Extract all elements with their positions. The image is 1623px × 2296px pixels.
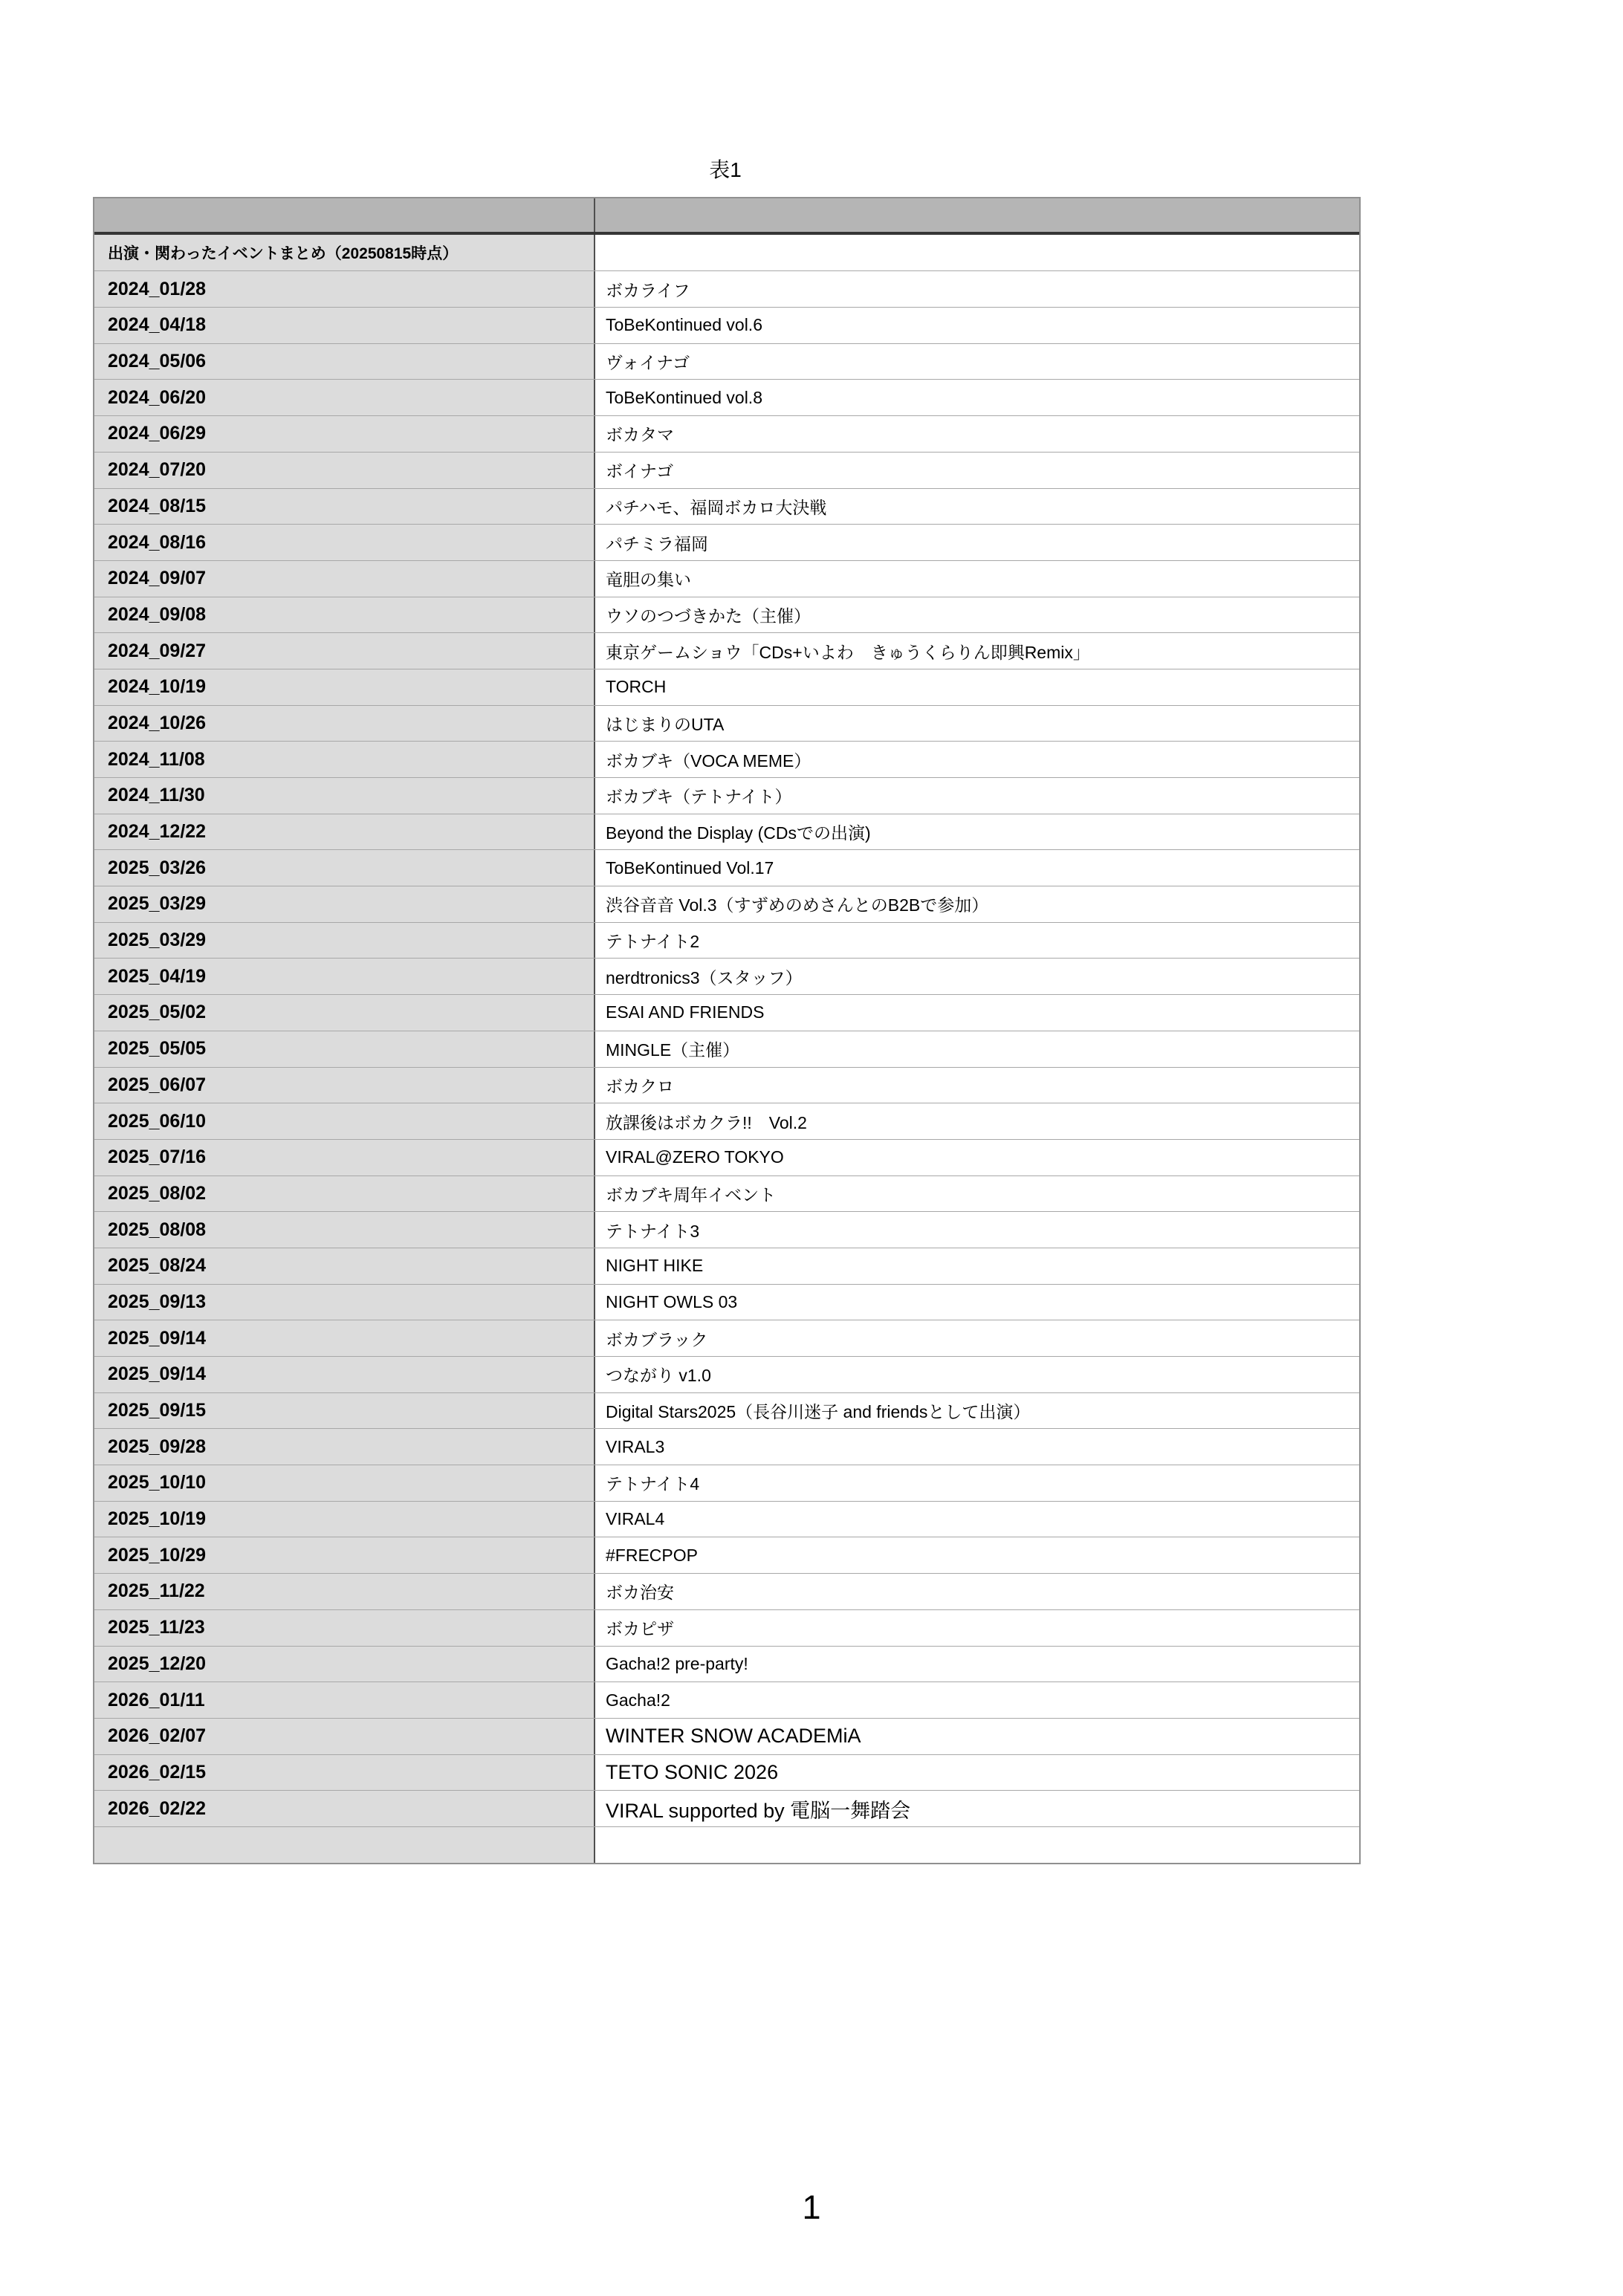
table-row <box>94 632 1359 669</box>
event-cell: MINGLE（主催） <box>595 1031 1359 1067</box>
table-row <box>94 1718 1359 1754</box>
table-row <box>94 705 1359 742</box>
table-subheader-row <box>94 235 1359 271</box>
event-cell: Gacha!2 pre-party! <box>595 1647 1359 1682</box>
event-cell: ボカブキ（VOCA MEME） <box>595 742 1359 777</box>
date-cell: 2025_05/05 <box>94 1031 595 1067</box>
table-row <box>94 1139 1359 1175</box>
table-row <box>94 1103 1359 1139</box>
event-cell: VIRAL@ZERO TOKYO <box>595 1140 1359 1175</box>
event-cell: ボイナゴ <box>595 453 1359 488</box>
table-row <box>94 814 1359 850</box>
date-cell: 2025_08/24 <box>94 1248 595 1284</box>
event-cell: ボカブキ（テトナイト） <box>595 778 1359 814</box>
table-row <box>94 307 1359 343</box>
event-cell: ボカライフ <box>595 271 1359 307</box>
empty-date-cell <box>94 1827 595 1863</box>
table-row <box>94 488 1359 525</box>
event-cell: ヴォイナゴ <box>595 344 1359 380</box>
subheader-title-cell: 出演・関わったイベントまとめ（20250815時点） <box>94 235 595 271</box>
date-cell: 2024_11/08 <box>94 742 595 777</box>
event-cell: #FRECPOP <box>595 1537 1359 1573</box>
event-cell: NIGHT OWLS 03 <box>595 1285 1359 1320</box>
event-cell: Gacha!2 <box>595 1682 1359 1718</box>
table-row <box>94 524 1359 560</box>
event-cell: 渋谷音音 Vol.3（すずめのめさんとのB2Bで参加） <box>595 886 1359 922</box>
table-header-row <box>94 198 1359 235</box>
table-row <box>94 560 1359 597</box>
date-cell: 2025_11/23 <box>94 1610 595 1646</box>
event-cell: テトナイト2 <box>595 923 1359 959</box>
table-row <box>94 669 1359 705</box>
date-cell: 2024_09/08 <box>94 597 595 633</box>
date-cell: 2025_03/26 <box>94 850 595 886</box>
header-date-cell <box>94 198 595 232</box>
date-cell: 2025_09/14 <box>94 1357 595 1392</box>
date-cell: 2026_02/07 <box>94 1719 595 1754</box>
date-cell: 2025_12/20 <box>94 1647 595 1682</box>
event-cell: VIRAL4 <box>595 1502 1359 1537</box>
event-cell: ボカ治安 <box>595 1574 1359 1609</box>
event-cell: ESAI AND FRIENDS <box>595 995 1359 1031</box>
event-cell: 東京ゲームショウ「CDs+いよわ きゅうくらりん即興Remix」 <box>595 633 1359 669</box>
event-cell: ウソのつづきかた（主催） <box>595 597 1359 633</box>
date-cell: 2026_01/11 <box>94 1682 595 1718</box>
table-row <box>94 1356 1359 1392</box>
table-row <box>94 777 1359 814</box>
date-cell: 2024_10/26 <box>94 706 595 742</box>
event-cell: ToBeKontinued vol.8 <box>595 380 1359 415</box>
date-cell: 2025_10/19 <box>94 1502 595 1537</box>
date-cell: 2025_10/29 <box>94 1537 595 1573</box>
table-row <box>94 994 1359 1031</box>
event-cell: ボカブキ周年イベント <box>595 1176 1359 1212</box>
date-cell: 2024_08/16 <box>94 525 595 560</box>
date-cell: 2025_04/19 <box>94 959 595 994</box>
table-row <box>94 379 1359 415</box>
table-row <box>94 1320 1359 1356</box>
event-cell: ボカタマ <box>595 416 1359 452</box>
empty-event-cell <box>595 1827 1359 1863</box>
date-cell: 2024_07/20 <box>94 453 595 488</box>
date-cell: 2025_09/14 <box>94 1320 595 1356</box>
table-row <box>94 1573 1359 1609</box>
table-row <box>94 1754 1359 1791</box>
date-cell: 2025_10/10 <box>94 1465 595 1501</box>
event-cell: nerdtronics3（スタッフ） <box>595 959 1359 994</box>
date-cell: 2024_10/19 <box>94 669 595 705</box>
table-row <box>94 1248 1359 1284</box>
table-row <box>94 849 1359 886</box>
date-cell: 2025_06/07 <box>94 1068 595 1103</box>
table-empty-row <box>94 1826 1359 1863</box>
table-row <box>94 1790 1359 1826</box>
event-cell: TORCH <box>595 669 1359 705</box>
event-cell: VIRAL3 <box>595 1429 1359 1465</box>
subheader-empty-cell <box>595 235 1359 271</box>
table-caption: 表1 <box>709 158 742 181</box>
date-cell: 2024_05/06 <box>94 344 595 380</box>
date-cell: 2026_02/15 <box>94 1755 595 1791</box>
date-cell: 2025_09/15 <box>94 1393 595 1429</box>
event-cell: Beyond the Display (CDsでの出演) <box>595 814 1359 850</box>
date-cell: 2025_09/13 <box>94 1285 595 1320</box>
events-table <box>93 197 1361 1864</box>
event-cell: つながり v1.0 <box>595 1357 1359 1392</box>
event-cell: Digital Stars2025（長谷川迷子 and friendsとして出演） <box>595 1393 1359 1429</box>
table-row <box>94 886 1359 922</box>
event-cell: ボカブラック <box>595 1320 1359 1356</box>
date-cell: 2024_04/18 <box>94 308 595 343</box>
event-cell: テトナイト3 <box>595 1212 1359 1248</box>
event-cell: パチミラ福岡 <box>595 525 1359 560</box>
table-row <box>94 1646 1359 1682</box>
event-cell: 放課後はボカクラ!! Vol.2 <box>595 1103 1359 1139</box>
event-cell: ToBeKontinued Vol.17 <box>595 850 1359 886</box>
date-cell: 2024_11/30 <box>94 778 595 814</box>
date-cell: 2026_02/22 <box>94 1791 595 1826</box>
table-row <box>94 1428 1359 1465</box>
date-cell: 2025_03/29 <box>94 923 595 959</box>
table-row <box>94 741 1359 777</box>
table-body <box>94 270 1359 1826</box>
date-cell: 2025_06/10 <box>94 1103 595 1139</box>
date-cell: 2024_09/07 <box>94 561 595 597</box>
date-cell: 2024_06/29 <box>94 416 595 452</box>
date-cell: 2025_11/22 <box>94 1574 595 1609</box>
event-cell: WINTER SNOW ACADEMiA <box>595 1719 1359 1754</box>
date-cell: 2024_06/20 <box>94 380 595 415</box>
table-row <box>94 452 1359 488</box>
table-row <box>94 270 1359 307</box>
table-row <box>94 1392 1359 1429</box>
table-row <box>94 1537 1359 1573</box>
date-cell: 2025_07/16 <box>94 1140 595 1175</box>
table-row <box>94 415 1359 452</box>
table-row <box>94 1682 1359 1718</box>
date-cell: 2024_09/27 <box>94 633 595 669</box>
event-cell: NIGHT HIKE <box>595 1248 1359 1284</box>
event-cell: テトナイト4 <box>595 1465 1359 1501</box>
event-cell: ボカピザ <box>595 1610 1359 1646</box>
event-cell: VIRAL supported by 電脳一舞踏会 <box>595 1791 1359 1826</box>
table-row <box>94 958 1359 994</box>
event-cell: パチハモ、福岡ボカロ大決戦 <box>595 489 1359 525</box>
event-cell: TETO SONIC 2026 <box>595 1755 1359 1791</box>
date-cell: 2025_09/28 <box>94 1429 595 1465</box>
table-row <box>94 1465 1359 1501</box>
date-cell: 2025_03/29 <box>94 886 595 922</box>
table-row <box>94 1284 1359 1320</box>
table-row <box>94 1609 1359 1646</box>
date-cell: 2024_08/15 <box>94 489 595 525</box>
date-cell: 2025_08/02 <box>94 1176 595 1212</box>
date-cell: 2025_05/02 <box>94 995 595 1031</box>
table-row <box>94 1501 1359 1537</box>
event-cell: 竜胆の集い <box>595 561 1359 597</box>
event-cell: ToBeKontinued vol.6 <box>595 308 1359 343</box>
table-row <box>94 597 1359 633</box>
event-cell: ボカクロ <box>595 1068 1359 1103</box>
date-cell: 2024_12/22 <box>94 814 595 850</box>
table-row <box>94 922 1359 959</box>
header-event-cell <box>595 198 1359 232</box>
table-row <box>94 343 1359 380</box>
date-cell: 2024_01/28 <box>94 271 595 307</box>
table-row <box>94 1031 1359 1067</box>
date-cell: 2025_08/08 <box>94 1212 595 1248</box>
table-row <box>94 1211 1359 1248</box>
page-number: 1 <box>802 2188 821 2226</box>
event-cell: はじまりのUTA <box>595 706 1359 742</box>
table-row <box>94 1067 1359 1103</box>
table-row <box>94 1175 1359 1212</box>
